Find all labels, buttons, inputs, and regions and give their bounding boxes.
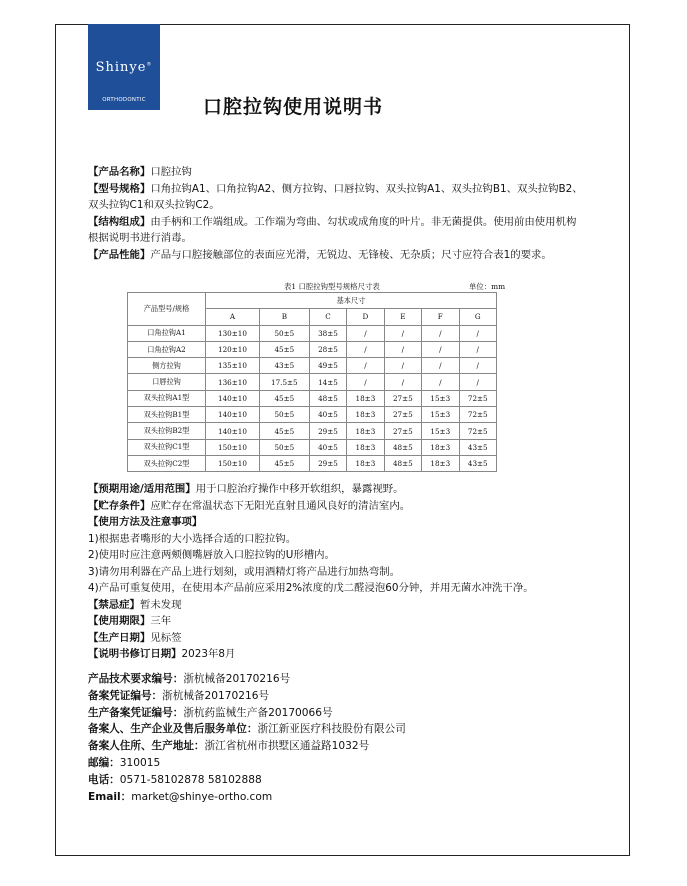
table-cell: 40±5 — [309, 439, 346, 455]
table-cell: 120±10 — [206, 341, 260, 357]
table-cell: 135±10 — [206, 358, 260, 374]
section-production-date: 【生产日期】见标签 — [88, 631, 182, 644]
table-cell: / — [459, 341, 497, 357]
table-cell: / — [347, 374, 384, 390]
spec-table — [127, 292, 497, 472]
table-caption: 表1 口腔拉钩型号规格尺寸表 — [284, 282, 380, 291]
table-cell: 130±10 — [206, 325, 260, 341]
table-row-label: 双头拉钩B2型 — [128, 423, 206, 439]
logo-brand: Shinye® — [95, 60, 153, 75]
section-usage: 【使用方法及注意事项】 — [88, 516, 203, 528]
table-cell: 50±5 — [259, 407, 309, 423]
contact-line: 备案人住所、生产地址：浙江省杭州市拱墅区通益路1032号 — [88, 740, 370, 753]
table-cell: 49±5 — [309, 358, 346, 374]
product-info-top — [88, 164, 583, 263]
table-cell: / — [422, 341, 459, 357]
table-cell: 38±5 — [309, 325, 346, 341]
table-cell: 72±5 — [459, 390, 497, 406]
table-cell: / — [422, 374, 459, 390]
table-row-label: 双头拉钩B1型 — [128, 407, 206, 423]
section-product-name: 【产品名称】口腔拉钩 — [88, 166, 192, 178]
table-cell: 48±5 — [384, 455, 421, 471]
table-unit: 单位：mm — [469, 282, 506, 291]
table-row — [128, 407, 497, 423]
contact-info — [88, 671, 588, 805]
note-item: 1)根据患者嘴形的大小选择合适的口腔拉钩。 — [88, 532, 297, 545]
table-row-label: 侧方拉钩 — [128, 358, 206, 374]
table-cell: 150±10 — [206, 455, 260, 471]
section-model-spec: 【型号规格】口角拉钩A1、口角拉钩A2、侧方拉钩、口唇拉钩、双头拉钩A1、双头拉钩B1、双头拉钩B2、双头拉钩C1和双头拉钩C2。 — [88, 182, 583, 211]
table-cell: 18±3 — [347, 390, 384, 406]
table-row — [128, 423, 497, 439]
table-cell: 150±10 — [206, 439, 260, 455]
table-cell: / — [347, 341, 384, 357]
section-intended-use: 【预期用途/适用范围】用于口腔治疗操作中移开软组织，暴露视野。 — [88, 483, 404, 495]
table-cell: / — [384, 374, 421, 390]
table-cell: 18±3 — [347, 407, 384, 423]
table-cell: 29±5 — [309, 423, 346, 439]
table-cell: / — [347, 325, 384, 341]
table-cell: 50±5 — [259, 325, 309, 341]
table-column-header: E — [384, 309, 421, 325]
table-cell: 136±10 — [206, 374, 260, 390]
table-cell: 40±5 — [309, 407, 346, 423]
table-cell: 48±5 — [309, 390, 346, 406]
table-row — [128, 455, 497, 471]
section-contraindication: 【禁忌症】暂未发现 — [88, 598, 182, 611]
table-column-header: F — [422, 309, 459, 325]
section-storage: 【贮存条件】应贮存在常温状态下无阳光直射且通风良好的清洁室内。 — [88, 499, 411, 512]
table-row — [128, 341, 497, 357]
table-cell: / — [459, 358, 497, 374]
section-revision-date: 【说明书修订日期】2023年8月 — [88, 648, 236, 660]
contact-line: 电话：0571-58102878 58102888 — [88, 773, 262, 786]
table-row — [128, 325, 497, 341]
table-cell: 18±3 — [422, 455, 459, 471]
table-cell: / — [422, 325, 459, 341]
section-service-life: 【使用期限】三年 — [88, 615, 172, 627]
table-cell: 50±5 — [259, 439, 309, 455]
contact-line: 生产备案凭证编号：浙杭药监械生产备20170066号 — [88, 706, 333, 719]
table-cell: 15±3 — [422, 423, 459, 439]
table-cell: 140±10 — [206, 407, 260, 423]
table-cell: 140±10 — [206, 423, 260, 439]
table-group-header: 基本尺寸 — [206, 293, 497, 309]
table-cell: / — [347, 358, 384, 374]
table-cell: / — [459, 325, 497, 341]
table-cell: 45±5 — [259, 341, 309, 357]
note-item: 3)请勿用利器在产品上进行划刻，或用酒精灯将产品进行加热弯制。 — [88, 565, 400, 578]
table-cell: 43±5 — [459, 439, 497, 455]
section-structure: 【结构组成】由手柄和工作端组成。工作端为弯曲、勾状或成角度的叶片。非无菌提供。使用前由使用机构根据说明书进行消毒。 — [88, 215, 577, 244]
table-cell: / — [384, 325, 421, 341]
table-row-label: 口唇拉钩 — [128, 374, 206, 390]
table-cell: 14±5 — [309, 374, 346, 390]
table-cell: 43±5 — [259, 358, 309, 374]
table-column-header: C — [309, 309, 346, 325]
table-cell: 18±3 — [347, 423, 384, 439]
note-item: 4)产品可重复使用，在使用本产品前应采用2%浓度的戊二醛浸泡60分钟，并用无菌水冲洗干净。 — [88, 582, 534, 594]
table-row-label: 口角拉钩A2 — [128, 341, 206, 357]
table-cell: / — [384, 341, 421, 357]
table-column-header: D — [347, 309, 384, 325]
table-cell: 17.5±5 — [259, 374, 309, 390]
table-cell: 15±3 — [422, 390, 459, 406]
table-row-label: 双头拉钩A1型 — [128, 390, 206, 406]
contact-line: 产品技术要求编号：浙杭械备20170216号 — [88, 673, 291, 685]
table-cell: 27±5 — [384, 407, 421, 423]
table-cell: 45±5 — [259, 455, 309, 471]
table-body — [128, 325, 497, 472]
table-column-header: A — [206, 309, 260, 325]
table-cell: 18±3 — [422, 439, 459, 455]
table-cell: 45±5 — [259, 423, 309, 439]
table-cell: / — [422, 358, 459, 374]
table-cell: 15±3 — [422, 407, 459, 423]
table-row-label: 口角拉钩A1 — [128, 325, 206, 341]
table-cell: 140±10 — [206, 390, 260, 406]
product-info-bottom — [88, 481, 583, 663]
table-cell: 43±5 — [459, 455, 497, 471]
table-cell: / — [459, 374, 497, 390]
table-row-label: 双头拉钩C1型 — [128, 439, 206, 455]
table-row — [128, 358, 497, 374]
table-cell: 28±5 — [309, 341, 346, 357]
table-cell: 18±3 — [347, 439, 384, 455]
contact-line: 邮编：310015 — [88, 756, 161, 769]
table-cell: / — [384, 358, 421, 374]
section-performance: 【产品性能】产品与口腔接触部位的表面应光滑，无锐边、无锋棱、无杂质；尺寸应符合表1的要求。 — [88, 248, 552, 261]
table-cell: 48±5 — [384, 439, 421, 455]
table-column-header: G — [459, 309, 497, 325]
note-item: 2)使用时应注意两颊侧嘴唇放入口腔拉钩的U形槽内。 — [88, 549, 335, 561]
table-column-header: B — [259, 309, 309, 325]
table-row — [128, 374, 497, 390]
contact-email: Email：market@shinye-ortho.com — [88, 790, 273, 803]
table-cell: 45±5 — [259, 390, 309, 406]
table-row — [128, 390, 497, 406]
table-row-label: 双头拉钩C2型 — [128, 455, 206, 471]
table-cell: 27±5 — [384, 423, 421, 439]
contact-line: 备案人、生产企业及售后服务单位：浙江新亚医疗科技股份有限公司 — [88, 723, 406, 736]
table-row — [128, 439, 497, 455]
contact-line: 备案凭证编号：浙杭械备20170216号 — [88, 689, 270, 702]
table-cell: 18±3 — [347, 455, 384, 471]
table-cell: 72±5 — [459, 423, 497, 439]
document-title: 口腔拉钩使用说明书 — [203, 96, 384, 118]
logo-subtitle: ORTHODONTIC — [102, 97, 146, 103]
table-row-header: 产品型号/规格 — [128, 293, 206, 326]
table-cell: 27±5 — [384, 390, 421, 406]
table-cell: 72±5 — [459, 407, 497, 423]
table-cell: 29±5 — [309, 455, 346, 471]
brand-logo — [88, 24, 160, 110]
